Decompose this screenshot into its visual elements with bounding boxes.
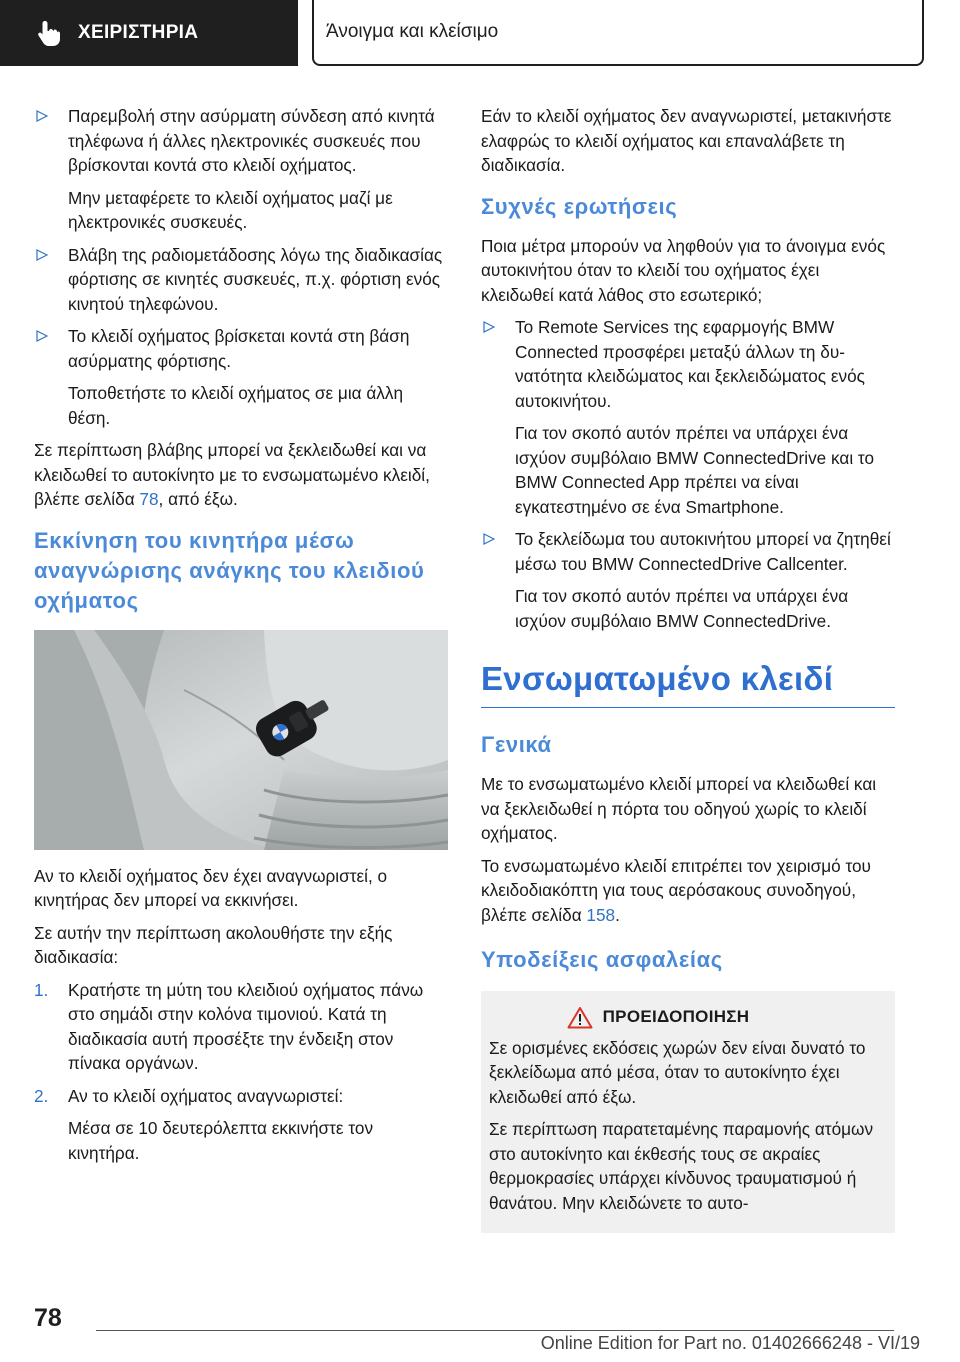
- triangle-bullet-icon: [483, 533, 495, 545]
- step-number: 2.: [34, 1085, 49, 1106]
- procedure-paragraph: Σε αυτήν την περίπτωση ακολουθήστε την εξής διαδικασία:: [34, 922, 393, 967]
- triangle-bullet-icon: [483, 321, 495, 333]
- heading-general: Γενικά: [481, 732, 552, 757]
- warning-text: Σε περίπτωση παρατεταμένης παραμονής ατόμων στο αυτοκίνητο και έκθεσής τους σε ακραίες θερμοκρασίες υπάρχει κίνδυνος τραυματισμού ή θανάτου. Μην κλειδώνετε το αυτο-: [489, 1119, 874, 1213]
- list-item: [34, 324, 448, 373]
- steering-column-key-photo: [34, 630, 448, 850]
- hand-pointer-icon: [34, 18, 64, 48]
- fault-paragraph: [34, 438, 448, 512]
- faq-paragraph: Ποια μέτρα μπορούν να ληφθούν για το άνοιγμα ενός αυτοκινήτου όταν το κλειδί του οχήματος έχει κλειδωθεί κατά λάθος στο εσωτερικό;: [481, 235, 886, 305]
- list-item: [34, 104, 448, 178]
- general-paragraph: Με το ενσωματωμένο κλειδί μπορεί να κλειδωθεί και να ξεκλειδωθεί η πόρτα του οδηγού χωρίς το κλειδί οχήματος.: [481, 774, 877, 843]
- list-item: [481, 315, 895, 413]
- right-column: [481, 104, 895, 1233]
- heading-emergency-start: Εκκίνηση του κινητήρα μέσω αναγνώρισης ανάγκης του κλειδιού οχήματος: [34, 527, 425, 613]
- triangle-bullet-icon: [36, 110, 48, 122]
- warning-box: [481, 991, 895, 1233]
- header-subsection-tab: [312, 0, 924, 66]
- step-number: 1.: [34, 979, 49, 1000]
- page-number: 78: [34, 1304, 62, 1332]
- bullet-subtext: Τοποθετήστε το κλειδί οχήματος σε μια άλλη θέση.: [68, 383, 404, 428]
- warning-title: ΠΡΟΕΙΔΟΠΟΙΗΣΗ: [602, 1007, 750, 1026]
- list-item: [34, 1084, 448, 1109]
- left-column: [34, 104, 448, 1173]
- warning-header: [481, 1005, 887, 1030]
- subsection-title: Άνοιγμα και κλείσιμο: [326, 21, 499, 42]
- bullet-text: Το κλειδί οχήματος βρίσκεται κοντά στη βάση ασύρματης φόρτισης.: [68, 326, 410, 371]
- step-text: Κρατήστε τη μύτη του κλειδιού οχήματος πάνω στο σημάδι στην κολόνα τιμονιού. Κατά τη διαδικασία αυτή προσέξτε την ένδειξη στον πίνακα οργάνων.: [68, 979, 424, 1073]
- text: Το ενσωματωμένο κλειδί επιτρέπει τον χειρισμό του κλειδοδιακόπτη για τους αερόσακους συνοδηγού, βλέπε σελίδα: [481, 855, 871, 925]
- bullet-subtext: Για τον σκοπό αυτόν πρέπει να υπάρχει ένα ισχύον συμβόλαιο BMW ConnectedDrive και το BMW Connected App πρέπει να είναι εγκατεστημένο σε ένα Smartphone.: [515, 423, 875, 517]
- bullet-subtext: Μην μεταφέρετε το κλειδί οχήματος μαζί με ηλεκτρονικές συσκευές.: [68, 187, 393, 232]
- bullet-text: Το ξεκλείδωμα του αυτοκινήτου μπορεί να ζητηθεί μέσω του BMW ConnectedDrive Callcenter.: [515, 529, 891, 574]
- text: .: [615, 904, 620, 925]
- heading-safety: Υποδείξεις ασφαλείας: [481, 947, 723, 972]
- warning-triangle-icon: [567, 1006, 593, 1029]
- edition-label: Online Edition for Part no. 01402666248 - VI/19: [540, 1333, 920, 1353]
- step-subtext: Μέσα σε 10 δευτερόλεπτα εκκινήστε τον κινητήρα.: [68, 1118, 374, 1163]
- list-item: [34, 243, 448, 317]
- triangle-bullet-icon: [36, 330, 48, 342]
- bullet-text: Βλάβη της ραδιομετάδοσης λόγω της διαδικασίας φόρτισης σε κινητές συσκευές, π.χ. φόρτιση ενός κινητού τηλεφώνου.: [68, 244, 443, 314]
- warning-text: Σε ορισμένες εκδόσεις χωρών δεν είναι δυνατό το ξεκλείδωμα από μέσα, όταν το αυτοκίνητο έχει κλειδωθεί από έξω.: [489, 1037, 866, 1107]
- heading-integrated-key: Ενσωματωμένο κλειδί: [481, 659, 895, 708]
- section-title: ΧΕΙΡΙΣΤΗΡΙΑ: [78, 22, 199, 43]
- triangle-bullet-icon: [36, 249, 48, 261]
- footer-divider: [96, 1330, 894, 1331]
- list-item: [34, 978, 448, 1076]
- general-paragraph-2: [481, 854, 895, 928]
- list-item: [481, 527, 895, 576]
- heading-faq: Συχνές ερωτήσεις: [481, 193, 678, 219]
- page-link[interactable]: 158: [586, 904, 616, 925]
- bullet-text: Παρεμβολή στην ασύρματη σύνδεση από κινητά τηλέφωνα ή άλλες ηλεκτρονικές συσκευές που βρίσκονται κοντά στο κλειδί οχήματος.: [68, 106, 435, 175]
- not-recognized-paragraph: Αν το κλειδί οχήματος δεν έχει αναγνωριστεί, ο κινητήρας δεν μπορεί να εκκινήσει.: [34, 865, 388, 910]
- header-section-tab: [0, 0, 298, 66]
- text: Σε περίπτωση βλάβης μπορεί να ξεκλειδωθεί και να κλειδωθεί το αυτοκίνητο με το ενσωματωμένο κλειδί, βλέπε σελίδα: [34, 440, 430, 509]
- intro-paragraph: Εάν το κλειδί οχήματος δεν αναγνωριστεί, μετακινήστε ελαφρώς το κλειδί οχήματος και επαναλάβετε τη διαδικασία.: [481, 106, 892, 175]
- bullet-text: Το Remote Services της εφαρμογής BMW Connected προσφέρει μεταξύ άλλων τη δυνατότητα κλειδώματος και ξεκλειδώματος ενός αυτοκινήτου.: [515, 317, 865, 411]
- bullet-subtext: Για τον σκοπό αυτόν πρέπει να υπάρχει ένα ισχύον συμβόλαιο BMW ConnectedDrive.: [515, 586, 849, 631]
- step-text: Αν το κλειδί οχήματος αναγνωριστεί:: [68, 1085, 344, 1106]
- page-link[interactable]: 78: [139, 489, 159, 509]
- text: , από έξω.: [158, 489, 238, 509]
